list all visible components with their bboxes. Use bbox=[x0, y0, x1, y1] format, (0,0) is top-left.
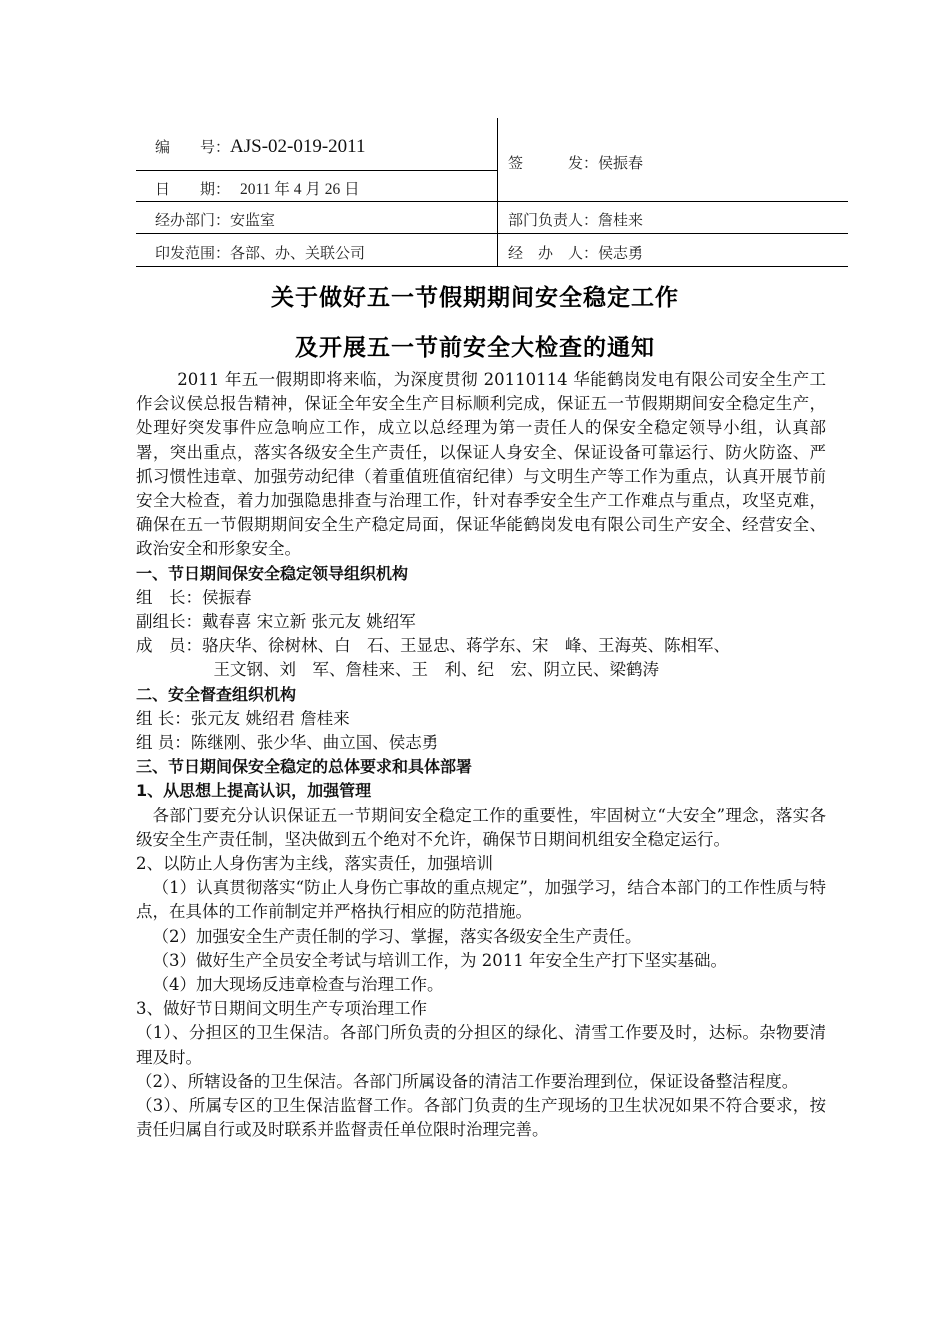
date-value: 2011 年 4 月 26 日 bbox=[240, 181, 360, 198]
doc-number-value: AJS-02-019-2011 bbox=[230, 136, 366, 157]
doc-number-label: 编 号： bbox=[155, 138, 231, 156]
section1-members-line1: 成 员：骆庆华、徐树林、白 石、王显忠、蒋学东、宋 峰、王海英、陈相军、 bbox=[136, 636, 730, 656]
sub1-text: 各部门要充分认识保证五一节期间安全稳定工作的重要性，牢固树立“大安全”理念，落实各级安全生产责任制，坚决做到五个绝对不允许，确保节日期间机组安全稳定运行。 bbox=[136, 805, 826, 849]
section3-heading: 三、节日期间保安全稳定的总体要求和具体部署 bbox=[136, 757, 473, 777]
sub2-item: （2）加强安全生产责任制的学习、掌握，落实各级安全生产责任。 bbox=[152, 926, 642, 946]
dept-value: 安监室 bbox=[230, 211, 276, 229]
date-label: 日 期： bbox=[155, 180, 231, 198]
doc-title-line2: 及开展五一节前安全大检查的通知 bbox=[295, 335, 655, 361]
handling-dept bbox=[155, 209, 275, 230]
signer-label: 签 发： bbox=[508, 154, 599, 172]
distribution-scope bbox=[155, 242, 365, 263]
sub2-item: （3）做好生产全员安全考试与培训工作，为 2011 年安全生产打下坚实基础。 bbox=[152, 950, 727, 970]
sub3-heading: 3、做好节日期间文明生产专项治理工作 bbox=[136, 999, 427, 1019]
handler-value: 侯志勇 bbox=[598, 244, 644, 262]
dept-head-label: 部门负责人： bbox=[508, 211, 599, 229]
sub1-heading: 1、从思想上提高认识，加强管理 bbox=[136, 781, 372, 801]
dept-head bbox=[508, 209, 643, 230]
sub3-item: （1）、分担区的卫生保洁。各部门所负责的分担区的绿化、清雪工作要及时，达标。杂物要清理及时。 bbox=[136, 1023, 826, 1067]
handler-label: 经 办 人： bbox=[508, 244, 599, 262]
section1-leader: 组 长：侯振春 bbox=[136, 587, 252, 607]
signer-value: 侯振春 bbox=[598, 154, 644, 172]
dept-label: 经办部门： bbox=[155, 211, 231, 229]
signer bbox=[508, 152, 643, 173]
section1-deputy: 副组长：戴春喜 宋立新 张元友 姚绍军 bbox=[136, 612, 416, 632]
sub2-heading: 2、以防止人身伤害为主线，落实责任，加强培训 bbox=[136, 854, 493, 874]
section2-members: 组 员：陈继刚、张少华、曲立国、侯志勇 bbox=[136, 733, 439, 753]
dept-head-value: 詹桂来 bbox=[598, 211, 644, 229]
sub3-item: （3）、所属专区的卫生保洁监督工作。各部门负责的生产现场的卫生状况如果不符合要求，按责任归属自行或及时联系并监督责任单位限时治理完善。 bbox=[136, 1096, 826, 1140]
doc-body bbox=[136, 368, 826, 1143]
section2-heading: 二、安全督查组织机构 bbox=[136, 684, 297, 704]
sub2-item: （4）加大现场反违章检查与治理工作。 bbox=[152, 975, 444, 995]
header-row-line bbox=[136, 201, 848, 202]
section1-heading: 一、节日期间保安全稳定领导组织机构 bbox=[136, 563, 409, 583]
header-row-line bbox=[136, 170, 497, 171]
section1-members-line2: 王文钢、刘 军、詹桂来、王 利、纪 宏、阴立民、梁鹤涛 bbox=[213, 660, 660, 680]
sub2-item: （1）认真贯彻落实“防止人身伤亡事故的重点规定”，加强学习，结合本部门的工作性质与特点，在具体的工作前制定并严格执行相应的防范措施。 bbox=[136, 878, 826, 922]
doc-title-line1: 关于做好五一节假期期间安全稳定工作 bbox=[271, 285, 679, 311]
sub3-item: （2）、所辖设备的卫生保洁。各部门所属设备的清洁工作要治理到位，保证设备整洁程度。 bbox=[136, 1071, 799, 1091]
scope-label: 印发范围： bbox=[155, 244, 231, 262]
doc-number bbox=[155, 136, 365, 158]
section2-leader: 组 长：张元友 姚绍君 詹桂来 bbox=[136, 708, 350, 728]
header-row-line bbox=[136, 266, 848, 267]
header-table-divider bbox=[497, 118, 498, 266]
header-row-line bbox=[136, 233, 848, 234]
handler bbox=[508, 242, 643, 263]
issue-date bbox=[155, 177, 360, 199]
scope-value: 各部、办、关联公司 bbox=[230, 244, 366, 262]
intro-paragraph: 2011 年五一假期即将来临，为深度贯彻 20110114 华能鹤岗发电有限公司安全生产工作会议侯总报告精神，保证全年安全生产目标顺利完成，保证五一节假期期间安全稳定生产，处理好突发事件应急响应工作，成立以总经理为第一责任人的保安全稳定领导小组，认真部署，突出重点，落实各级安全生产责任，以保证人身安全、保证设备可靠运行、防火防盗、严抓习惯性违章、加强劳动纪律（着重值班值宿纪律）与文明生产等工作为重点，认真开展节前安全大检查，着力加强隐患排查与治理工作，针对春季安全生产工作难点与重点，攻坚克难，确保在五一节假期期间安全生产稳定局面，保证华能鹤岗发电有限公司生产安全、经营安全、政治安全和形象安全。 bbox=[136, 370, 826, 559]
